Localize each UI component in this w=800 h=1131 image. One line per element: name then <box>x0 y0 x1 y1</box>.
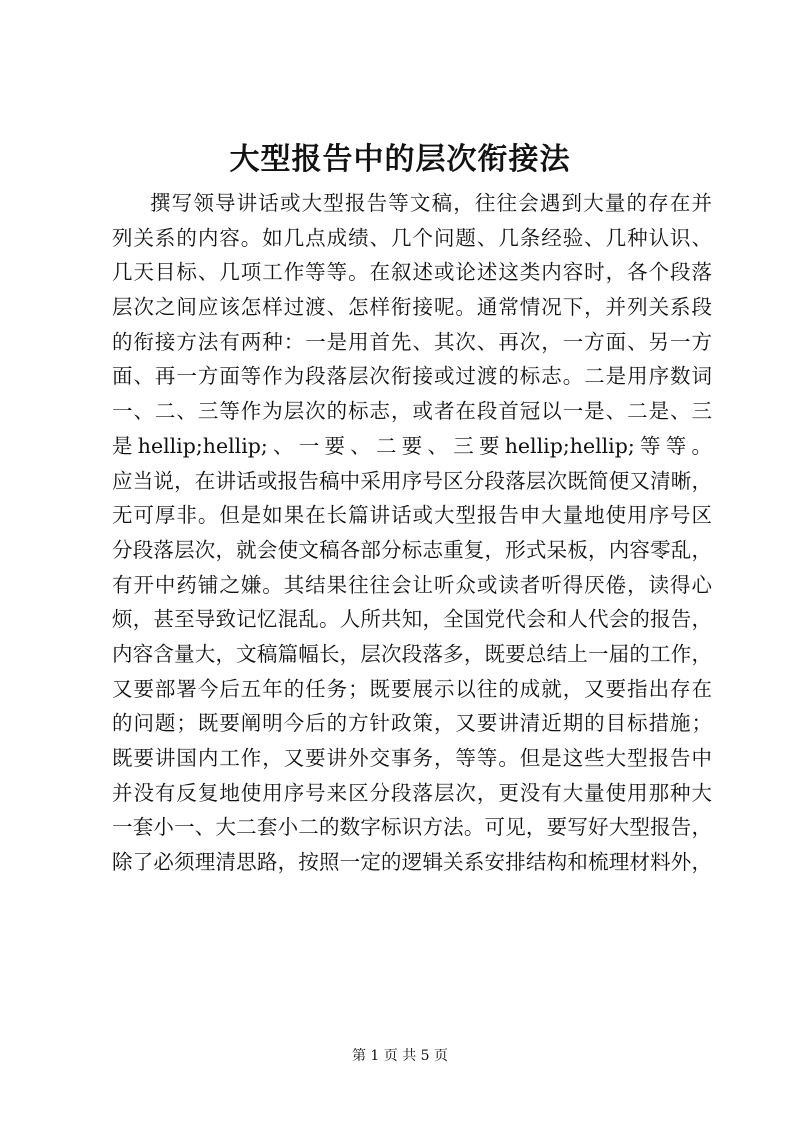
body-line: 分段落层次，就会使文稿各部分标志重复，形式呆板，内容零乱， <box>112 537 712 562</box>
body-line: 内容含量大，文稿篇幅长，层次段落多，既要总结上一届的工作， <box>112 641 712 666</box>
body-line: 是hellip;hellip;、一要、二要、三要hellip;hellip;等等。 <box>112 433 712 458</box>
body-line: 一、二、三等作为层次的标志，或者在段首冠以一是、二是、三 <box>112 399 712 424</box>
body-line: 烦，甚至导致记忆混乱。人所共知，全国党代会和人代会的报告， <box>112 607 712 632</box>
body-line: 既要讲国内工作，又要讲外交事务，等等。但是这些大型报告中 <box>112 746 712 770</box>
body-line: 又要部署今后五年的任务；既要展示以往的成就，又要指出存在 <box>112 676 712 701</box>
body-line: 除了必须理清思路，按照一定的逻辑关系安排结构和梳理材料外， <box>112 850 712 875</box>
body-line: 一套小一、大二套小二的数字标识方法。可见，要写好大型报告， <box>112 815 712 840</box>
page-number-footer: 第 1 页 共 5 页 <box>351 1048 449 1064</box>
body-line: 面、再一方面等作为段落层次衔接或过渡的标志。二是用序数词 <box>112 364 712 389</box>
body-line: 层次之间应该怎样过渡、怎样衔接呢。通常情况下，并列关系段 <box>112 295 712 320</box>
body-line: 几天目标、几项工作等等。在叙述或论述这类内容时，各个段落 <box>112 260 712 285</box>
body-line: 的衔接方法有两种：一是用首先、其次、再次，一方面、另一方 <box>112 329 712 354</box>
document-title: 大型报告中的层次衔接法 <box>229 142 571 177</box>
body-line: 撰写领导讲话或大型报告等文稿，往往会遇到大量的存在并 <box>150 191 712 215</box>
body-line: 应当说，在讲话或报告稿中采用序号区分段落层次既简便又清晰， <box>112 468 712 493</box>
body-line: 并没有反复地使用序号来区分段落层次，更没有大量使用那种大 <box>112 780 712 805</box>
body-line: 列关系的内容。如几点成绩、几个问题、几条经验、几种认识、 <box>112 225 712 250</box>
body-line: 无可厚非。但是如果在长篇讲话或大型报告申大量地使用序号区 <box>112 503 712 528</box>
document-body <box>112 186 712 880</box>
body-line: 有开中药铺之嫌。其结果往往会让听众或读者听得厌倦，读得心 <box>112 572 712 597</box>
body-line: 的问题；既要阐明今后的方针政策，又要讲清近期的目标措施； <box>112 711 712 736</box>
